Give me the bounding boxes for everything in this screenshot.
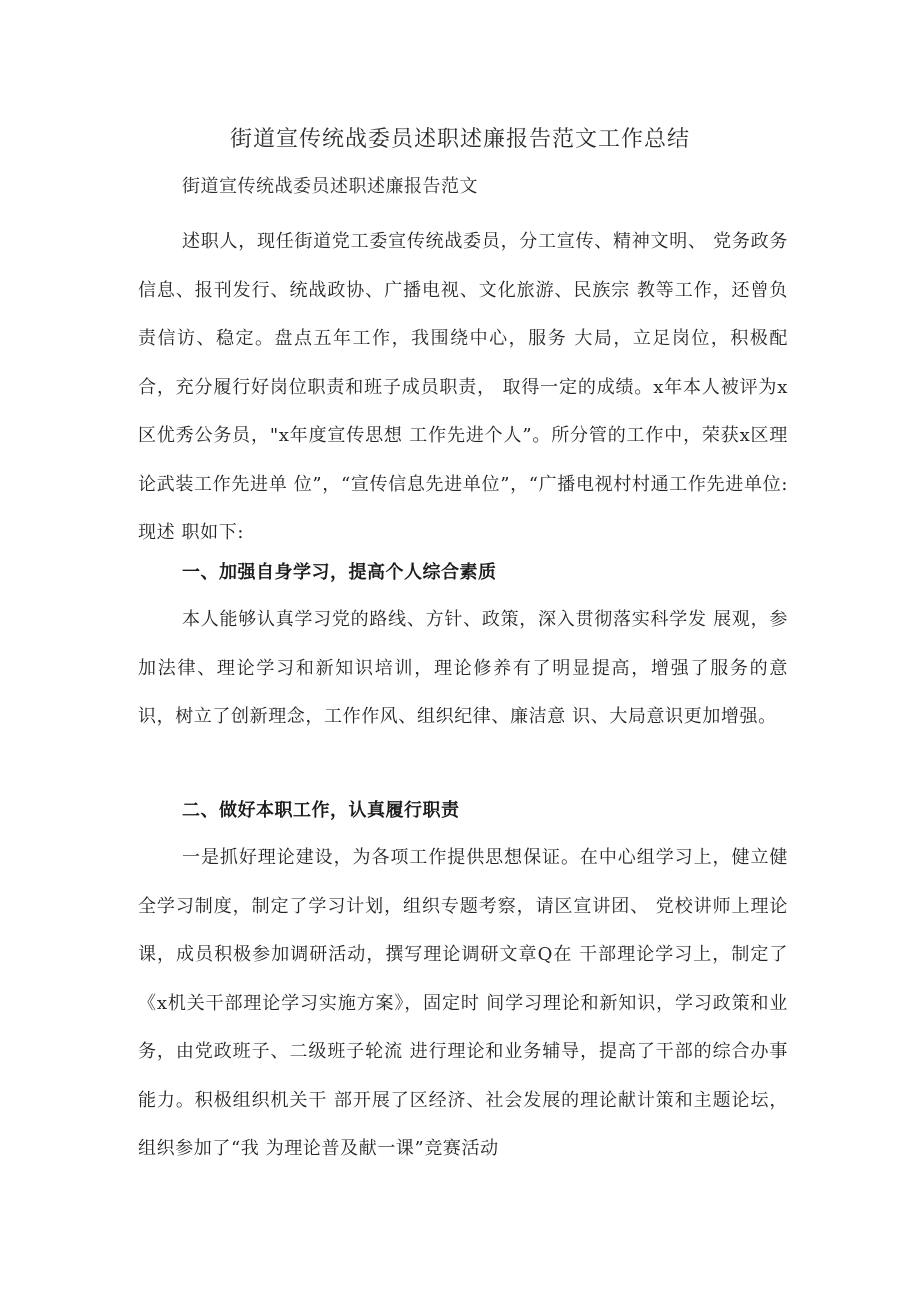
- paragraph-duties: 一是抓好理论建设，为各项工作提供思想保证。在中心组学习上，健立健全学习制度，制定了学习计划，组织专题考察，请区宣讲团、 党校讲师上理论课，成员积极参加调研活动，撰写理论调研文章Q在 干部理论学习上，制定了《x机关干部理论学习实施方案》，固定时 间学习理论和新知识，学习政策和业务，由党政班子、二级班子轮流 进行理论和业务辅导，提高了干部的综合办事能力。积极组织机关干 部开展了区经济、社会发展的理论献计策和主题论坛，组织参加了“我 为理论普及献一课”竞赛活动: [138, 847, 788, 1159]
- paragraph-study: 本人能够认真学习党的路线、方针、政策，深入贯彻落实科学发 展观，参加法律、理论学习和新知识培训，理论修养有了明显提高，增强了服务的意识，树立了创新理念，工作作风、组织纪律、廉洁意 识、大局意识更加增强。: [138, 609, 788, 727]
- paragraph-intro: 述职人，现任街道党工委宣传统战委员，分工宣传、精神文明、 党务政务信息、报刊发行、统战政协、广播电视、文化旅游、民族宗 教等工作，还曾负责信访、稳定。盘点五年工作，我围绕中心，服务 大局，立足岗位，积极配合，充分履行好岗位职责和班子成员职责， 取得一定的成绩。x年本人被评为x区优秀公务员，"x年度宣传思想 工作先进个人”。所分管的工作中，荣获x区理论武装工作先进单 位”，“宣传信息先进单位”，“广播电视村村通工作先进单位:现述 职如下:: [138, 231, 788, 543]
- section-heading-2: 二、做好本职工作，认真履行职责: [182, 800, 460, 821]
- section-heading-1: 一、加强自身学习，提高个人综合素质: [182, 562, 497, 583]
- document-title: 街道宣传统战委员述职述廉报告范文工作总结: [229, 127, 690, 152]
- document-subtitle: 街道宣传统战委员述职述廉报告范文: [182, 176, 478, 197]
